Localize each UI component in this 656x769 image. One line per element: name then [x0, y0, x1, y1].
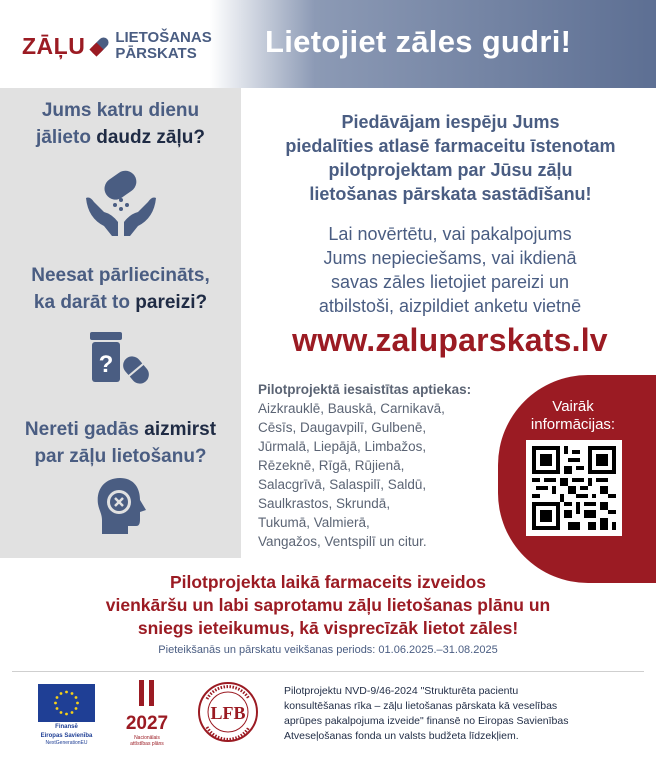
question-3-line-2	[0, 443, 241, 470]
intro-line-3: pilotprojektam par Jūsu zāļu	[328, 160, 573, 180]
header-banner	[0, 0, 656, 88]
pharmacies-line: Aizkrauklē, Bauskā, Carnikavā,	[258, 401, 445, 416]
pharmacies-line: Salacgrīvā, Salaspilī, Saldū,	[258, 477, 427, 492]
question-3-emphasis: aizmirst	[144, 419, 217, 440]
nap-bars-icon	[136, 680, 158, 706]
intro-line-2: piedalīties atlasē farmaceitu īstenotam	[285, 136, 616, 156]
question-3-text: Nereti gadās	[24, 419, 145, 440]
body-line-3: savas zāles lietojiet pareizi un	[330, 272, 570, 292]
eu-caption-3: NextGenerationEU	[45, 740, 88, 746]
pharmacies-list	[258, 399, 503, 551]
pharmacies-line: Vangažos, Ventspilī un citur.	[258, 534, 427, 549]
bottom-heading	[40, 571, 616, 640]
pharmacies-line: Jūrmalā, Liepājā, Limbažos,	[258, 439, 427, 454]
pharmacies-title: Pilotprojektā iesaistītas aptiekas:	[258, 382, 472, 397]
bottom-heading-line-3: sniegs ieteikumus, kā visprecīzāk lietot zāles!	[137, 618, 519, 638]
qr-code-icon[interactable]	[526, 440, 622, 536]
body-line-4: atbilstoši, aizpildiet anketu vietnē	[318, 296, 582, 316]
logo-word-zalu: ZĀĻU	[22, 32, 86, 59]
svg-text:LFB: LFB	[210, 703, 246, 723]
pharmacies-line: Saulkrastos, Skrundā,	[258, 496, 391, 511]
application-period: Pieteikšanās un pārskatu veikšanas periods: 01.06.2025.–31.08.2025	[158, 644, 498, 656]
intro-line-4: lietošanas pārskata sastādīšanu!	[309, 184, 592, 204]
bottom-heading-line-2: vienkāršu un labi saprotamu zāļu lietošanas plānu un	[105, 595, 551, 615]
funding-line-3: aprūpes pakalpojuma izveide" finansē no Eiropas Savienības	[284, 715, 569, 727]
funding-line-4: Atveseļošanas fonda un valsts budžeta līdzekļiem.	[284, 730, 519, 742]
eu-flag-icon	[38, 684, 95, 722]
zalu-parskats-logo	[22, 29, 212, 63]
body-line-1: Lai novērtētu, vai pakalpojums	[328, 224, 572, 244]
pharmacies-line: Cēsīs, Daugavpilī, Gulbenē,	[258, 420, 427, 435]
question-2-emphasis: pareizi?	[135, 292, 208, 313]
more-info-text	[498, 398, 648, 434]
question-1-line-2	[0, 124, 241, 151]
intro-text	[258, 110, 643, 206]
more-info-line-2: informācijas:	[530, 416, 616, 433]
question-2-line-2	[0, 289, 241, 316]
headline: Lietojiet zāles gudri!	[265, 24, 572, 59]
bottom-heading-line-1: Pilotprojekta laikā farmaceits izveidos	[169, 572, 487, 592]
logo-line-1: LIETOŠANAS	[115, 29, 212, 46]
question-1-line-1: Jums katru dienu	[41, 100, 200, 121]
question-3-text-2: par	[34, 446, 70, 467]
more-info-line-1: Vairāk	[552, 398, 594, 415]
funding-line-1: Pilotprojektu NVD-9/46-2024 "Strukturēta pacientu	[284, 685, 519, 697]
pill-icon	[89, 35, 111, 57]
question-3-line-1	[0, 416, 241, 443]
body-line-2: Jums nepieciešams, vai ikdienā	[323, 248, 577, 268]
logo-word-parskats	[115, 30, 211, 62]
nap-caption-2: attīstības plāns	[130, 741, 164, 747]
question-1-emphasis: daudz zāļu?	[96, 127, 205, 148]
question-2	[0, 262, 241, 316]
eu-funding-logo	[38, 684, 95, 746]
svg-text:?: ?	[98, 351, 114, 378]
head-forget-icon	[94, 476, 150, 541]
website-link[interactable]: www.zaluparskats.lv	[292, 322, 608, 358]
pharmacies-line: Rēzeknē, Rīgā, Rūjienā,	[258, 458, 405, 473]
lfb-seal-logo	[197, 681, 259, 748]
divider	[12, 671, 644, 672]
question-1	[0, 97, 241, 151]
nap-caption-1: Nacionālais	[134, 735, 160, 741]
questions-panel	[0, 88, 241, 558]
question-1-text: jālieto	[36, 127, 97, 148]
nap-number: 2027	[125, 713, 169, 734]
funding-statement	[284, 684, 614, 744]
question-3-text-3: zāļu lietošanu?	[69, 446, 207, 467]
eu-caption-2: Eiropas Savienība	[40, 733, 93, 739]
hands-pills-icon	[82, 168, 160, 245]
question-2-text: ka darāt to	[33, 292, 136, 313]
intro-line-1: Piedāvājam iespēju Jums	[341, 112, 560, 132]
nap-2027-logo	[118, 680, 176, 747]
eu-caption-1: Finansē	[55, 724, 78, 730]
body-text	[270, 222, 630, 318]
logo-line-2: PĀRSKATS	[115, 45, 197, 62]
pill-bottle-question-icon	[88, 330, 154, 393]
pharmacies-line: Tukumā, Valmierā,	[258, 515, 370, 530]
question-3	[0, 416, 241, 470]
funding-line-2: konsultēšanas rīka – zāļu lietošanas pārskata kā veselības	[284, 700, 558, 712]
question-2-line-1: Neesat pārliecināts,	[31, 265, 210, 286]
